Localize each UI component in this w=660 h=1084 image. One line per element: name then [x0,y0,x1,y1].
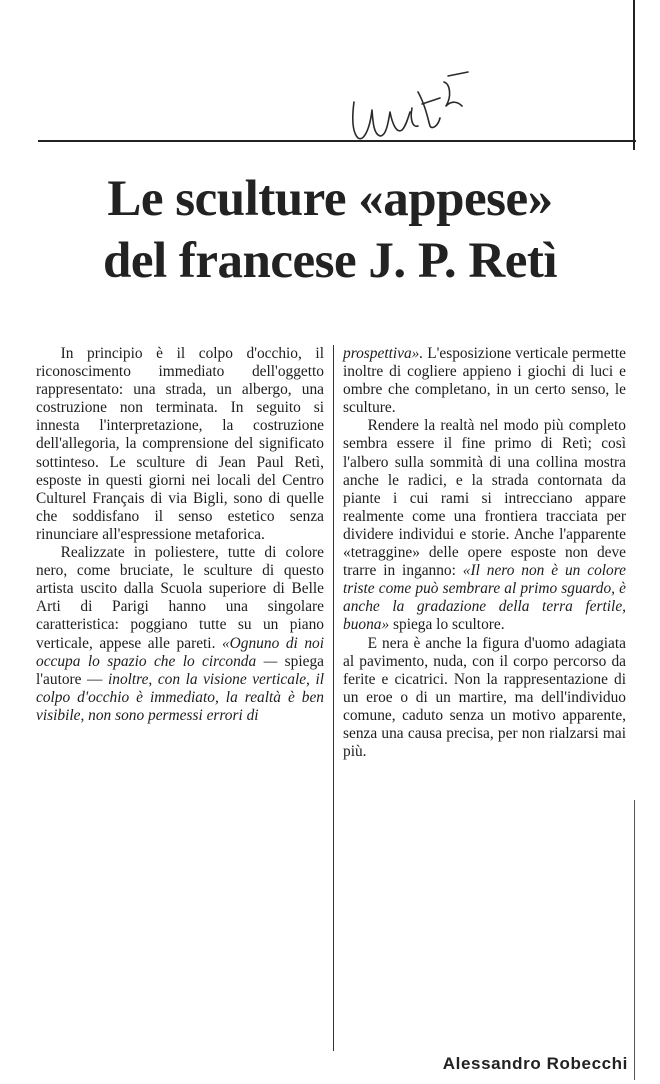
headline-line-1: Le sculture «appese» [107,171,553,227]
paragraph-text: Realizzate in poliestere, tutte di colore nero, come bruciate, le sculture di questo artista uscito dalla Scuola superiore di Belle Arti di Parigi hanno una singolare caratteristica: poggiano tutte su un piano verticale, appese alle pareti. [36,544,324,652]
header-rule [38,140,636,142]
paragraph [36,544,324,725]
article-column-right [343,345,626,761]
paragraph: In principio è il colpo d'occhio, il riconoscimento immediato dell'oggetto rappresentato: una strada, un albergo, una costruzione non terminata. In seguito si innesta l'interpretazione, la costruzione dell'allegoria, la comprensione del significato sottinteso. Le sculture di Jean Paul Retì, esposte in questi giorni nei locali del Centro Culturel Français di via Bigli, sono di quelle che soddisfano il senso estetico senza rinunciare all'espressione metaforica. [36,345,324,543]
quote-text: «Il nero non è un colore triste come può sembrare al primo sguardo, è anche la gradazione della terra fertile, buona» [343,562,626,634]
column-rule-bottom-right [634,800,635,1080]
quote-text: prospettiva». [343,345,424,362]
paragraph-text: L'esposizione verticale permette inoltre di cogliere appieno i giochi di luci e ombre che completano, in un certo senso, le sculture. [343,345,626,417]
column-rule-top-right [633,0,635,150]
paragraph [343,417,626,634]
headline-line-2: del francese J. P. Retì [103,233,557,289]
headline [30,168,630,292]
quote-text: «Ognuno di noi occupa lo spazio che lo circonda — [36,634,325,670]
byline: Alessandro Robecchi [442,1054,628,1073]
handwritten-signature-icon [340,62,490,148]
paragraph: E nera è anche la figura d'uomo adagiata al pavimento, nuda, con il corpo percorso da ferite e cicatrici. Non la rappresentazione di un eroe o di un martire, ma dell'individuo comune, caduto senza un motivo apparente, senza una causa precisa, per non rialzarsi mai più. [343,634,626,761]
article-column-left [36,345,324,725]
paragraph-text: Rendere la realtà nel modo più completo sembra essere il fine primo di Retì; così l'albero sulla sommità di una collina mostra anche le radici, e la strada contornata da piante i cui rami si intrecciano appare realmente come una frontiera tracciata per dividere individui e storie. Anche l'apparente «tetraggine» delle opere esposte non deve trarre in inganno: [343,417,626,580]
column-divider [333,345,334,1051]
quote-text: inoltre, con la visione verticale, il colpo d'occhio è immediato, la realtà è ben visibile, non sono permessi errori di [36,670,324,724]
paragraph-text: spiega l'autore — [36,652,324,688]
handwritten-masthead [340,62,490,148]
paragraph [343,345,626,417]
paragraph-text: spiega lo scultore. [389,616,505,634]
